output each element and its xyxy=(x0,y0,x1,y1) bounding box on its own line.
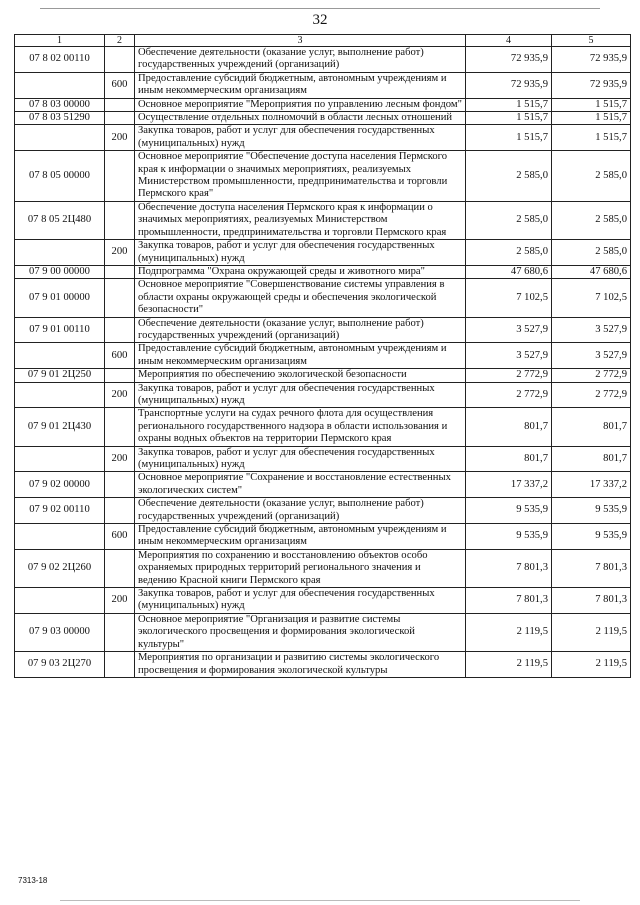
row-code-cell: 07 9 01 2Ц250 xyxy=(15,369,105,382)
row-amount-col5-cell: 2 772,9 xyxy=(552,382,631,408)
row-expense-type-cell xyxy=(105,613,135,651)
row-amount-col4-cell: 7 102,5 xyxy=(466,279,552,317)
table-row xyxy=(15,652,631,678)
row-code-cell: 07 9 01 00110 xyxy=(15,317,105,343)
row-amount-col5-cell: 3 527,9 xyxy=(552,343,631,369)
row-code-cell xyxy=(15,343,105,369)
table-row xyxy=(15,98,631,111)
row-code-cell: 07 9 03 00000 xyxy=(15,613,105,651)
row-description-cell: Мероприятия по организации и развитию системы экологического просвещения и формирования экологической культуры xyxy=(135,652,466,678)
row-code-cell xyxy=(15,240,105,266)
row-description-cell: Осуществление отдельных полномочий в области лесных отношений xyxy=(135,112,466,125)
column-header-5: 5 xyxy=(552,35,631,47)
row-expense-type-cell xyxy=(105,112,135,125)
row-description-cell: Закупка товаров, работ и услуг для обеспечения государственных (муниципальных) нужд xyxy=(135,125,466,151)
row-expense-type-cell xyxy=(105,472,135,498)
row-amount-col5-cell: 9 535,9 xyxy=(552,498,631,524)
row-description-cell: Обеспечение деятельности (оказание услуг, выполнение работ) государственных учреждений (организаций) xyxy=(135,498,466,524)
row-amount-col5-cell: 72 935,9 xyxy=(552,47,631,73)
row-amount-col4-cell: 2 585,0 xyxy=(466,201,552,239)
column-header-2: 2 xyxy=(105,35,135,47)
header-row xyxy=(15,35,631,47)
row-code-cell xyxy=(15,382,105,408)
budget-table xyxy=(14,34,631,678)
table-row xyxy=(15,240,631,266)
table-row xyxy=(15,201,631,239)
row-expense-type-cell xyxy=(105,47,135,73)
row-amount-col4-cell: 7 801,3 xyxy=(466,588,552,614)
table-row xyxy=(15,47,631,73)
row-amount-col5-cell: 801,7 xyxy=(552,408,631,446)
row-amount-col4-cell: 2 119,5 xyxy=(466,652,552,678)
row-description-cell: Обеспечение доступа населения Пермского края к информации о значимых мероприятиях, реализуемых Министерством промышленности, предпринимательства и торговли Пермского края xyxy=(135,201,466,239)
table-row xyxy=(15,125,631,151)
row-expense-type-cell: 200 xyxy=(105,240,135,266)
row-expense-type-cell xyxy=(105,549,135,587)
row-description-cell: Основное мероприятие "Обеспечение доступа населения Пермского края к информации о значимых мероприятиях, реализуемых Министерством промышленности, предпринимательства и торговли Пермского края" xyxy=(135,151,466,202)
row-amount-col4-cell: 1 515,7 xyxy=(466,98,552,111)
table-row xyxy=(15,588,631,614)
row-code-cell: 07 9 02 2Ц260 xyxy=(15,549,105,587)
row-amount-col5-cell: 2 585,0 xyxy=(552,201,631,239)
row-amount-col5-cell: 2 585,0 xyxy=(552,240,631,266)
row-code-cell xyxy=(15,72,105,98)
row-description-cell: Предоставление субсидий бюджетным, автономным учреждениям и иным некоммерческим организациям xyxy=(135,343,466,369)
row-amount-col5-cell: 47 680,6 xyxy=(552,265,631,278)
table-row xyxy=(15,549,631,587)
row-description-cell: Закупка товаров, работ и услуг для обеспечения государственных (муниципальных) нужд xyxy=(135,382,466,408)
row-amount-col4-cell: 47 680,6 xyxy=(466,265,552,278)
row-amount-col5-cell: 1 515,7 xyxy=(552,125,631,151)
row-code-cell: 07 9 02 00110 xyxy=(15,498,105,524)
row-expense-type-cell xyxy=(105,369,135,382)
row-description-cell: Предоставление субсидий бюджетным, автономным учреждениям и иным некоммерческим организациям xyxy=(135,524,466,550)
row-code-cell xyxy=(15,446,105,472)
row-code-cell: 07 9 02 00000 xyxy=(15,472,105,498)
row-code-cell: 07 9 03 2Ц270 xyxy=(15,652,105,678)
row-amount-col5-cell: 2 585,0 xyxy=(552,151,631,202)
top-scan-line xyxy=(40,8,600,9)
row-description-cell: Основное мероприятие "Сохранение и восстановление естественных экологических систем" xyxy=(135,472,466,498)
table-row xyxy=(15,613,631,651)
row-description-cell: Основное мероприятие "Организация и развитие системы экологического просвещения и формирования экологической культуры" xyxy=(135,613,466,651)
row-description-cell: Предоставление субсидий бюджетным, автономным учреждениям и иным некоммерческим организациям xyxy=(135,72,466,98)
table-row xyxy=(15,472,631,498)
row-description-cell: Мероприятия по сохранению и восстановлению объектов особо охраняемых природных территорий регионального значения и ведению Красной книги Пермского края xyxy=(135,549,466,587)
row-description-cell: Закупка товаров, работ и услуг для обеспечения государственных (муниципальных) нужд xyxy=(135,240,466,266)
table-row xyxy=(15,343,631,369)
row-amount-col4-cell: 2 119,5 xyxy=(466,613,552,651)
row-expense-type-cell xyxy=(105,408,135,446)
column-header-4: 4 xyxy=(466,35,552,47)
row-amount-col5-cell: 7 801,3 xyxy=(552,588,631,614)
row-expense-type-cell xyxy=(105,279,135,317)
table-header xyxy=(15,35,631,47)
row-expense-type-cell: 600 xyxy=(105,524,135,550)
row-expense-type-cell: 200 xyxy=(105,382,135,408)
page-number: 32 xyxy=(312,12,328,28)
row-amount-col4-cell: 1 515,7 xyxy=(466,125,552,151)
row-amount-col4-cell: 9 535,9 xyxy=(466,498,552,524)
row-expense-type-cell: 600 xyxy=(105,72,135,98)
row-amount-col5-cell: 1 515,7 xyxy=(552,112,631,125)
row-description-cell: Основное мероприятие "Мероприятия по управлению лесным фондом" xyxy=(135,98,466,111)
row-code-cell: 07 8 03 51290 xyxy=(15,112,105,125)
row-expense-type-cell: 600 xyxy=(105,343,135,369)
row-expense-type-cell xyxy=(105,151,135,202)
row-description-cell: Мероприятия по обеспечению экологической безопасности xyxy=(135,369,466,382)
row-amount-col4-cell: 72 935,9 xyxy=(466,72,552,98)
row-amount-col5-cell: 1 515,7 xyxy=(552,98,631,111)
table-row xyxy=(15,382,631,408)
table-row xyxy=(15,112,631,125)
document-footer-code: 7313-18 xyxy=(18,876,48,885)
row-amount-col4-cell: 3 527,9 xyxy=(466,317,552,343)
row-amount-col4-cell: 2 772,9 xyxy=(466,369,552,382)
row-code-cell: 07 9 01 2Ц430 xyxy=(15,408,105,446)
table-row xyxy=(15,317,631,343)
table-body xyxy=(15,47,631,678)
table-row xyxy=(15,408,631,446)
row-expense-type-cell xyxy=(105,98,135,111)
row-amount-col4-cell: 72 935,9 xyxy=(466,47,552,73)
column-header-3: 3 xyxy=(135,35,466,47)
row-expense-type-cell: 200 xyxy=(105,125,135,151)
row-amount-col4-cell: 9 535,9 xyxy=(466,524,552,550)
row-amount-col5-cell: 17 337,2 xyxy=(552,472,631,498)
row-code-cell xyxy=(15,125,105,151)
row-amount-col4-cell: 2 585,0 xyxy=(466,151,552,202)
row-code-cell: 07 8 03 00000 xyxy=(15,98,105,111)
row-amount-col5-cell: 3 527,9 xyxy=(552,317,631,343)
row-amount-col5-cell: 7 801,3 xyxy=(552,549,631,587)
row-expense-type-cell xyxy=(105,317,135,343)
row-code-cell: 07 8 05 2Ц480 xyxy=(15,201,105,239)
row-amount-col4-cell: 17 337,2 xyxy=(466,472,552,498)
row-amount-col4-cell: 1 515,7 xyxy=(466,112,552,125)
row-expense-type-cell: 200 xyxy=(105,588,135,614)
row-code-cell: 07 8 02 00110 xyxy=(15,47,105,73)
table-row xyxy=(15,72,631,98)
row-amount-col4-cell: 7 801,3 xyxy=(466,549,552,587)
row-amount-col4-cell: 3 527,9 xyxy=(466,343,552,369)
row-code-cell xyxy=(15,524,105,550)
row-amount-col5-cell: 2 772,9 xyxy=(552,369,631,382)
row-amount-col5-cell: 7 102,5 xyxy=(552,279,631,317)
row-code-cell: 07 8 05 00000 xyxy=(15,151,105,202)
column-header-1: 1 xyxy=(15,35,105,47)
row-description-cell: Закупка товаров, работ и услуг для обеспечения государственных (муниципальных) нужд xyxy=(135,588,466,614)
row-amount-col5-cell: 801,7 xyxy=(552,446,631,472)
table-row xyxy=(15,498,631,524)
row-amount-col5-cell: 2 119,5 xyxy=(552,613,631,651)
row-code-cell: 07 9 00 00000 xyxy=(15,265,105,278)
row-amount-col5-cell: 9 535,9 xyxy=(552,524,631,550)
row-description-cell: Подпрограмма "Охрана окружающей среды и животного мира" xyxy=(135,265,466,278)
row-amount-col4-cell: 801,7 xyxy=(466,446,552,472)
table-row xyxy=(15,279,631,317)
row-expense-type-cell: 200 xyxy=(105,446,135,472)
row-expense-type-cell xyxy=(105,265,135,278)
table-row xyxy=(15,369,631,382)
row-code-cell: 07 9 01 00000 xyxy=(15,279,105,317)
row-amount-col5-cell: 2 119,5 xyxy=(552,652,631,678)
table-row xyxy=(15,265,631,278)
table-row xyxy=(15,446,631,472)
row-description-cell: Закупка товаров, работ и услуг для обеспечения государственных (муниципальных) нужд xyxy=(135,446,466,472)
row-description-cell: Обеспечение деятельности (оказание услуг, выполнение работ) государственных учреждений (организаций) xyxy=(135,317,466,343)
row-amount-col5-cell: 72 935,9 xyxy=(552,72,631,98)
bottom-scan-line xyxy=(60,900,580,901)
row-expense-type-cell xyxy=(105,498,135,524)
row-description-cell: Основное мероприятие "Совершенствование системы управления в области охраны окружающей среды и обеспечения экологической безопасности" xyxy=(135,279,466,317)
row-description-cell: Транспортные услуги на судах речного флота для осуществления регионального государственного надзора в области использования и охраны водных объектов на территории Пермского края xyxy=(135,408,466,446)
row-description-cell: Обеспечение деятельности (оказание услуг, выполнение работ) государственных учреждений (организаций) xyxy=(135,47,466,73)
row-amount-col4-cell: 801,7 xyxy=(466,408,552,446)
table-row xyxy=(15,524,631,550)
row-amount-col4-cell: 2 585,0 xyxy=(466,240,552,266)
row-expense-type-cell xyxy=(105,201,135,239)
row-amount-col4-cell: 2 772,9 xyxy=(466,382,552,408)
row-code-cell xyxy=(15,588,105,614)
row-expense-type-cell xyxy=(105,652,135,678)
table-row xyxy=(15,151,631,202)
